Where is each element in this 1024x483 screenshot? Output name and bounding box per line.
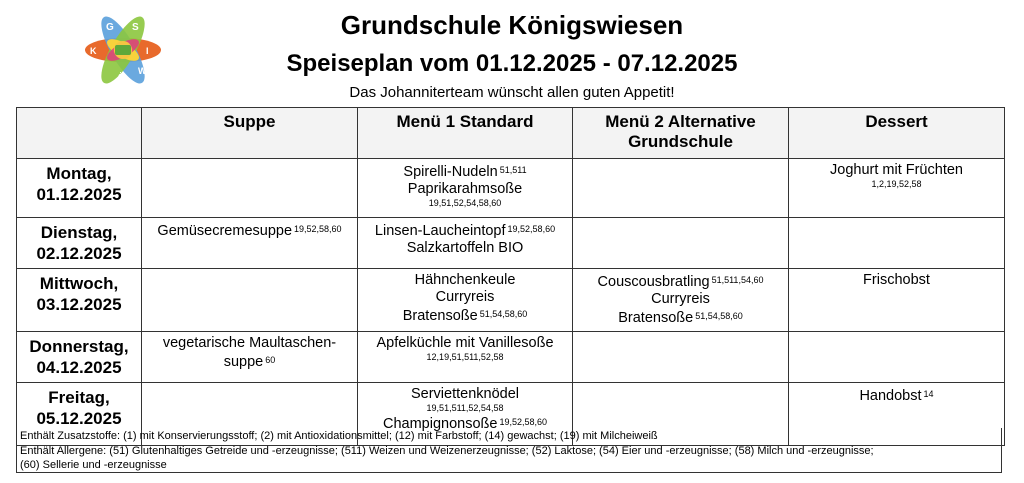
dish-name: vegetarische Maultaschen- [162, 335, 337, 351]
day-date: 01.12.2025 [36, 185, 122, 204]
logo-letter-o: Ö [118, 72, 126, 82]
menu2-cell [573, 159, 789, 218]
menu-table [16, 107, 1005, 446]
dish-name: Spirelli-Nudeln [403, 164, 498, 180]
dish-name: Hähnchenkeule [414, 272, 516, 288]
header-dessert: Dessert [789, 108, 1005, 159]
dish-name: Bratensoße [402, 308, 478, 324]
dish-name: Serviettenknödel [410, 386, 519, 402]
dish-name: Linsen-Laucheintopf [374, 223, 506, 239]
greeting-text: Das Johanniterteam wünscht allen guten Appetit! [349, 84, 675, 101]
day-cell [17, 332, 142, 383]
menu1-cell [358, 269, 573, 332]
day-date: 04.12.2025 [36, 358, 122, 377]
header-soup: Suppe [142, 108, 358, 159]
allergen-legend [16, 428, 1002, 473]
dessert-cell [789, 159, 1005, 218]
dish-name: Champignonsoße [382, 416, 498, 432]
day-date: 02.12.2025 [36, 244, 122, 263]
day-name: Freitag, [48, 388, 110, 407]
allergen-codes: 14 [923, 389, 934, 399]
menu1-cell [358, 159, 573, 218]
dish-name: Curryreis [651, 291, 710, 307]
day-name: Donnerstag, [29, 337, 129, 356]
soup-cell [142, 159, 358, 218]
table-header-row [17, 108, 1005, 159]
soup-cell [142, 218, 358, 269]
header-menu2 [573, 108, 789, 159]
header-menu1: Menü 1 Standard [358, 108, 573, 159]
allergen-codes: 51,511 [499, 165, 527, 175]
dish-name: suppe [223, 354, 264, 370]
allergen-codes: 19,52,58,60 [294, 224, 342, 234]
table-row [17, 159, 1005, 218]
dessert-cell [789, 218, 1005, 269]
logo-letter-w: W [138, 66, 147, 76]
day-name: Montag, [46, 164, 112, 183]
allergen-codes: 60 [265, 355, 276, 365]
soup-cell [142, 269, 358, 332]
logo-letter-i: I [146, 46, 149, 56]
soup-cell [142, 332, 358, 383]
allergen-codes: 51,511,54,60 [711, 275, 764, 285]
allergen-codes: 19,52,58,60 [499, 417, 547, 427]
allergen-codes: 19,52,58,60 [507, 224, 556, 234]
day-cell [17, 269, 142, 332]
additives-legend: Enthält Zusatzstoffe: (1) mit Konservierungsstoff; (2) mit Antioxidationsmittel; (12) mit Farbstoff; (14) gewachst; (19) mit Milcheiweiß [20, 430, 658, 442]
dessert-cell [789, 332, 1005, 383]
dessert-cell [789, 269, 1005, 332]
page-title: Grundschule Königswiesen [340, 10, 684, 40]
dish-name: Gemüsecremesuppe [157, 223, 293, 239]
dish-name: Salzkartoffeln BIO [406, 240, 524, 256]
table-row [17, 269, 1005, 332]
allergen-codes: 51,54,58,60 [479, 309, 528, 319]
day-date: 05.12.2025 [36, 409, 122, 428]
logo-letter-s: S [132, 22, 139, 33]
allergens-legend-cont: (60) Sellerie und -erzeugnisse [20, 459, 167, 471]
dish-name: Paprikarahmsoße [407, 181, 523, 197]
logo-letter-g: G [106, 22, 114, 33]
allergen-codes: 12,19,51,511,52,58 [426, 352, 504, 362]
dish-name: Apfelküchle mit Vanillesoße [376, 335, 554, 351]
menu1-cell [358, 332, 573, 383]
day-name: Mittwoch, [39, 274, 119, 293]
table-row [17, 218, 1005, 269]
table-row [17, 332, 1005, 383]
page-subtitle: Speiseplan vom 01.12.2025 - 07.12.2025 [286, 50, 738, 77]
dish-name: Joghurt mit Früchten [830, 162, 963, 178]
dish-name: Curryreis [435, 289, 495, 305]
dish-name: Frischobst [863, 272, 930, 288]
header-menu2-line1: Menü 2 Alternative [605, 112, 756, 131]
header-day [17, 108, 142, 159]
allergen-codes: 19,51,52,54,58,60 [428, 198, 502, 208]
day-date: 03.12.2025 [36, 295, 122, 314]
day-name: Dienstag, [40, 223, 118, 242]
dish-name: Couscousbratling [597, 274, 710, 290]
dish-name: Handobst [859, 388, 922, 404]
allergens-legend: Enthält Allergene: (51) Glutenhaltiges Getreide und -erzeugnisse; (511) Weizen und Weizenerzeugnisse; (52) Laktose; (54) Eier und -erzeugnisse; (58) Milch und -erzeugnisse; [20, 444, 874, 457]
menu2-cell [573, 218, 789, 269]
menu2-cell [573, 332, 789, 383]
menu2-cell [573, 269, 789, 332]
allergen-codes: 19,51,511,52,54,58 [426, 403, 504, 413]
header-menu2-line2: Grundschule [628, 132, 733, 151]
menu1-cell [358, 218, 573, 269]
logo-letter-k: K [90, 46, 97, 56]
allergen-codes: 51,54,58,60 [695, 311, 743, 321]
day-cell [17, 218, 142, 269]
allergen-codes: 1,2,19,52,58 [871, 179, 922, 189]
dish-name: Bratensoße [618, 310, 694, 326]
day-cell [17, 159, 142, 218]
